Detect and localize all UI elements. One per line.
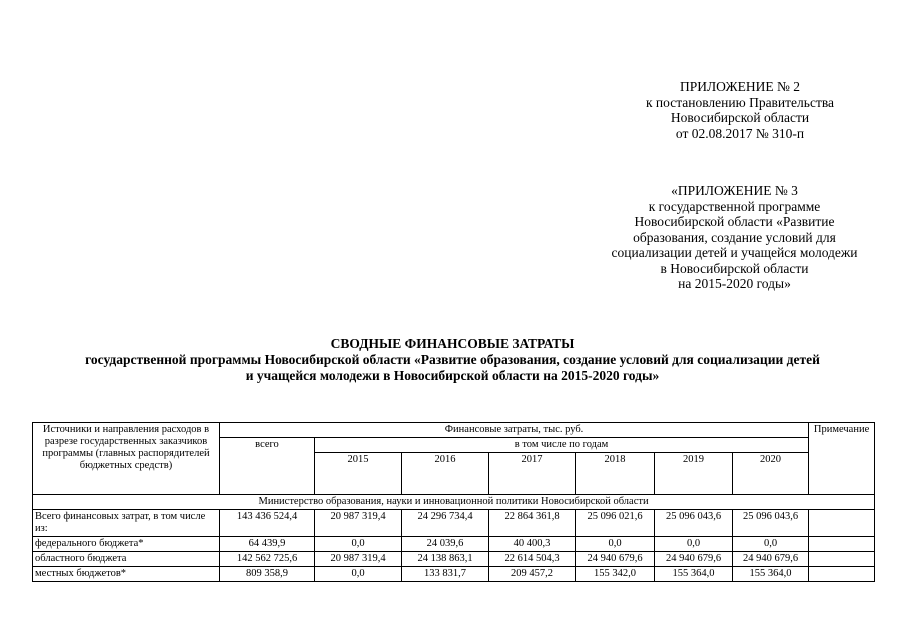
- appendix-3-line: «ПРИЛОЖЕНИЕ № 3: [671, 183, 798, 198]
- header-financial-costs: Финансовые затраты, тыс. руб.: [220, 423, 809, 438]
- appendix-3-block: [592, 183, 877, 292]
- row-total: 809 358,9: [220, 567, 315, 582]
- row-year-value: 133 831,7: [402, 567, 489, 582]
- appendix-2-block: [600, 79, 880, 141]
- row-note: [809, 510, 875, 537]
- header-year: 2018: [576, 453, 655, 495]
- financial-costs-table: [32, 422, 875, 582]
- header-note: Примечание: [809, 423, 875, 495]
- row-year-value: 24 940 679,6: [655, 552, 733, 567]
- appendix-3-line: на 2015-2020 годы»: [678, 276, 791, 291]
- document-subtitle-line-1: государственной программы Новосибирской области «Развитие образования, создание условий для социализации детей: [85, 352, 820, 367]
- row-note: [809, 537, 875, 552]
- row-year-value: 0,0: [655, 537, 733, 552]
- appendix-2-line: от 02.08.2017 № 310-п: [675, 125, 805, 141]
- group-ministry: Министерство образования, науки и инновационной политики Новосибирской области: [33, 495, 875, 510]
- table-row: [33, 567, 875, 582]
- table-row: [33, 537, 875, 552]
- header-total: всего: [220, 438, 315, 495]
- row-label: областного бюджета: [33, 552, 220, 567]
- appendix-2-line: к постановлению Правительства: [645, 94, 835, 110]
- appendix-3-line: социализации детей и учащейся молодежи: [611, 245, 858, 260]
- row-year-value: 24 039,6: [402, 537, 489, 552]
- row-year-value: 20 987 319,4: [315, 510, 402, 537]
- appendix-2-line: Новосибирской области: [670, 110, 810, 125]
- row-note: [809, 552, 875, 567]
- row-total: 143 436 524,4: [220, 510, 315, 537]
- row-year-value: 25 096 043,6: [655, 510, 733, 537]
- row-label: федерального бюджета*: [33, 537, 220, 552]
- appendix-3-line: к государственной программе: [648, 198, 821, 214]
- row-year-value: 155 364,0: [655, 567, 733, 582]
- header-source: Источники и направления расходов в разрезе государственных заказчиков программы (главных распорядителей бюджетных средств): [33, 423, 220, 495]
- row-year-value: 24 296 734,4: [402, 510, 489, 537]
- document-heading: [20, 336, 885, 384]
- row-label: местных бюджетов*: [33, 567, 220, 582]
- appendix-3-line: образования, создание условий для: [633, 229, 836, 245]
- row-year-value: 25 096 043,6: [733, 510, 809, 537]
- appendix-3-line: Новосибирской области «Развитие: [634, 214, 835, 229]
- appendix-3-line: в Новосибирской области: [660, 260, 809, 276]
- header-year: 2017: [489, 453, 576, 495]
- row-year-value: 155 342,0: [576, 567, 655, 582]
- row-label: Всего финансовых затрат, в том числе из:: [33, 510, 220, 537]
- table-row: [33, 552, 875, 567]
- row-year-value: 0,0: [315, 537, 402, 552]
- row-year-value: 22 864 361,8: [489, 510, 576, 537]
- header-year: 2015: [315, 453, 402, 495]
- row-year-value: 155 364,0: [733, 567, 809, 582]
- row-total: 142 562 725,6: [220, 552, 315, 567]
- row-note: [809, 567, 875, 582]
- row-year-value: 40 400,3: [489, 537, 576, 552]
- row-year-value: 209 457,2: [489, 567, 576, 582]
- row-year-value: 24 940 679,6: [733, 552, 809, 567]
- row-year-value: 0,0: [576, 537, 655, 552]
- group-row: [33, 495, 875, 510]
- row-total: 64 439,9: [220, 537, 315, 552]
- header-year: 2016: [402, 453, 489, 495]
- row-year-value: 0,0: [315, 567, 402, 582]
- header-by-years: в том числе по годам: [315, 438, 809, 453]
- appendix-2-line: ПРИЛОЖЕНИЕ № 2: [679, 79, 801, 94]
- row-year-value: 0,0: [733, 537, 809, 552]
- header-year: 2020: [733, 453, 809, 495]
- row-year-value: 22 614 504,3: [489, 552, 576, 567]
- document-subtitle-line-2: и учащейся молодежи в Новосибирской области на 2015-2020 годы»: [245, 368, 660, 383]
- header-year: 2019: [655, 453, 733, 495]
- table-row: [33, 510, 875, 537]
- document-title: СВОДНЫЕ ФИНАНСОВЫЕ ЗАТРАТЫ: [330, 336, 575, 351]
- header-row: [33, 423, 875, 438]
- row-year-value: 20 987 319,4: [315, 552, 402, 567]
- row-year-value: 24 940 679,6: [576, 552, 655, 567]
- row-year-value: 24 138 863,1: [402, 552, 489, 567]
- row-year-value: 25 096 021,6: [576, 510, 655, 537]
